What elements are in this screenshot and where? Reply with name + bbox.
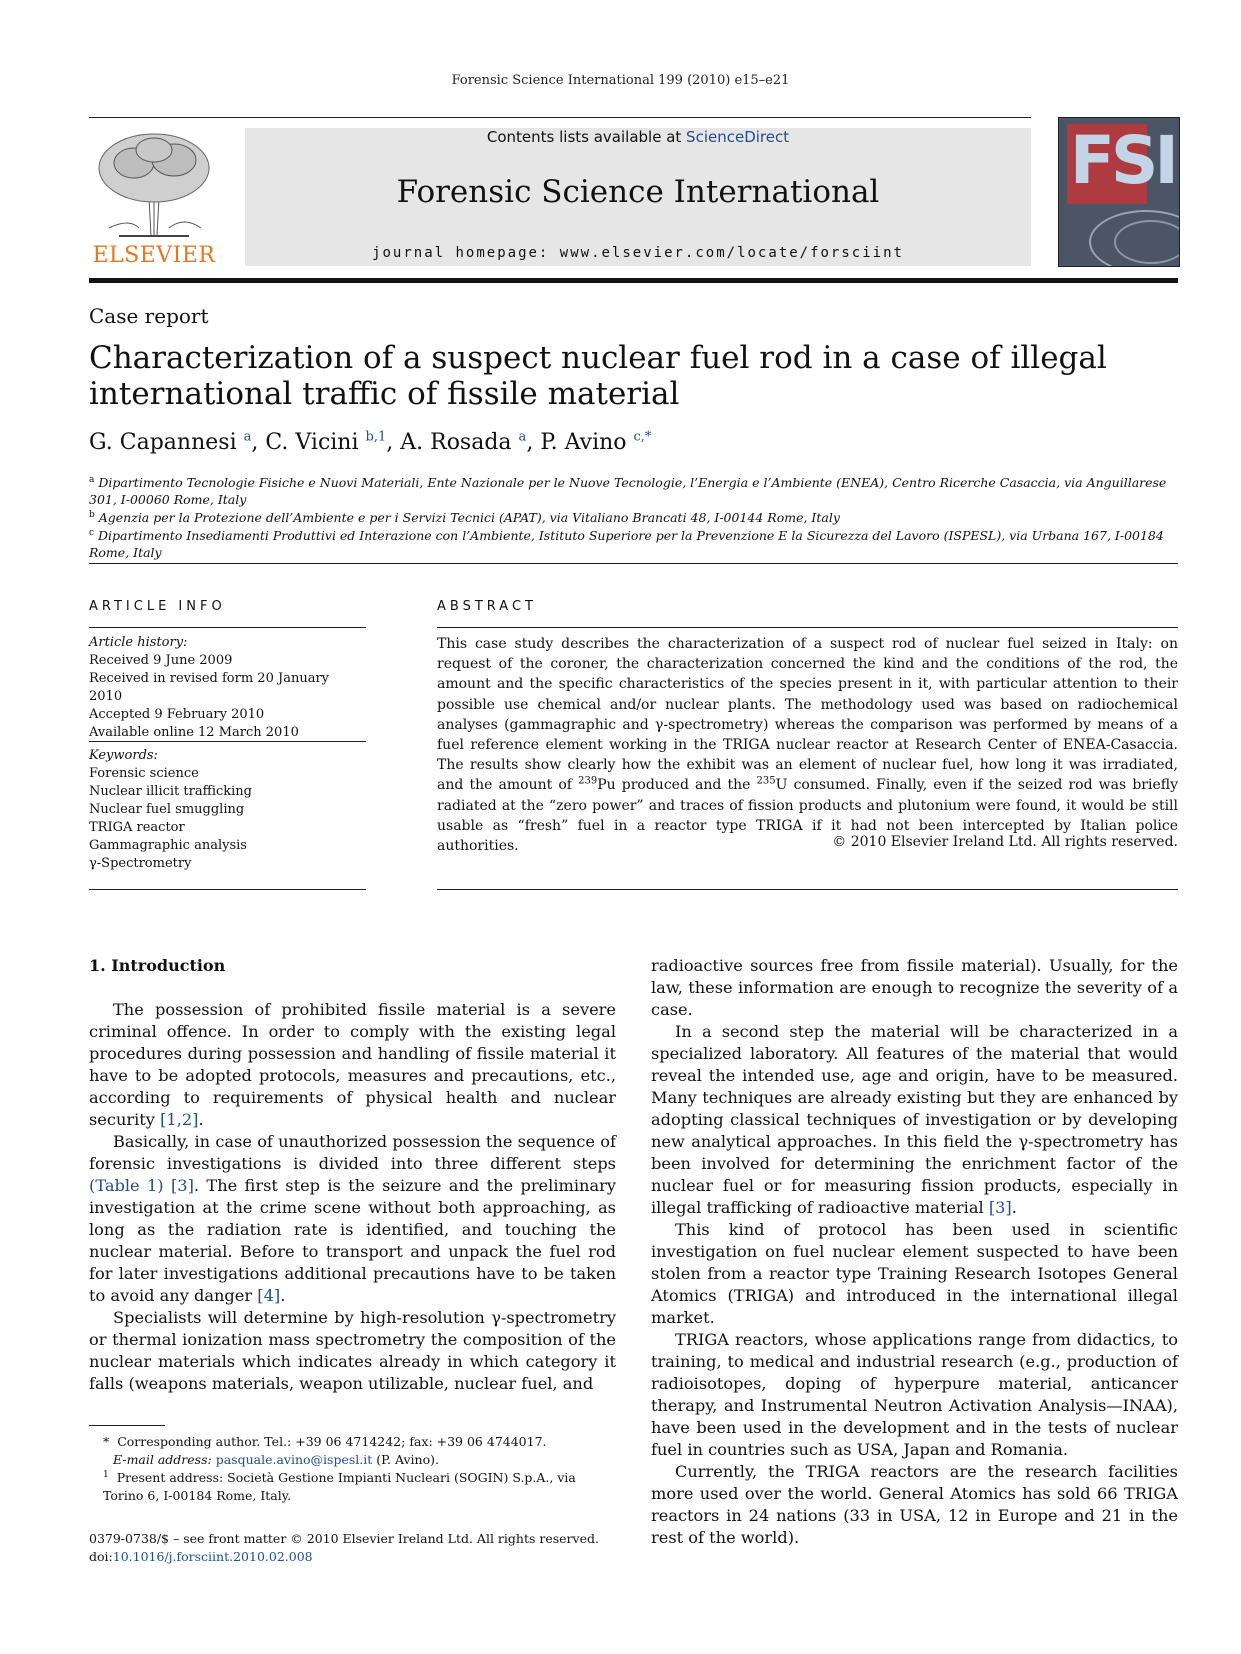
citation-link[interactable]: (Table 1) [3] [89,1176,194,1195]
cover-letters: FSI [1069,122,1175,199]
author-affiliation-mark[interactable]: a [518,429,527,445]
email-link[interactable]: pasquale.avino@ispesl.it [215,1452,373,1467]
author-list: G. Capannesi $^a$, C. Vicini $^{b,1}$, A. Rosada $^a$, P. Avino $^{c,*}$ [89,429,652,455]
journal-homepage-link[interactable]: journal homepage: www.elsevier.com/locate/forsciint [372,245,904,261]
section-heading: 1. Introduction [89,956,226,975]
journal-cover-image [1058,117,1180,267]
author-name: P. Avino [540,430,627,455]
elsevier-tree-icon [89,128,219,238]
history-item: Received 9 June 2009 [89,653,233,668]
elsevier-wordmark: ELSEVIER [92,243,216,268]
masthead-rule [89,278,1178,283]
paragraph: Specialists will determine by high-resolution γ-spectrometry or thermal ionization mass spectrometry the composition of the nuclear materials which indicates already in which category it falls (weapons materials, weapon utilizable, nuclear fuel, and [89,1308,616,1393]
contents-prefix: Contents lists available at [486,128,687,146]
paragraph: The possession of prohibited fissile material is a severe criminal offence. In order to comply with the existing legal procedures during possession and handling of fissile material it have to be adopted protocols, measures and precautions, etc., according to requirements of physical health and nuclear security [1,2]. [89,1000,616,1129]
keyword: Nuclear illicit trafficking [89,784,252,799]
author-name: G. Capannesi [89,430,237,455]
keyword: TRIGA reactor [89,820,185,835]
divider [89,889,366,890]
abstract-text: This case study describes the characterization of a suspect rod of nuclear fuel seized in Italy: on request of the coroner, the characterization concerned the kind and the conditions of the rod, the amount and the specific characteristics of the species present in it, with particular attention to their possible use chemical and/or nuclear plants. The methodology used was based on radiochemical analyses (gammagraphic and γ-spectrometry) whereas the comparison was performed by means of a fuel reference element working in the TRIGA nuclear reactor at Research Center of ENEA-Casaccia. The results show clearly how the exhibit was an element of nuclear fuel, how long it was irradiated, and the amount of $^{239}$Pu produced and the $^{235}$U consumed. Finally, even if the seized rod was briefly radiated at the “zero power” and traces of fission products and plutonium were found, it would be still usable as “fresh” fuel in a reactor type TRIGA if it had not been intercepted by Italian police authorities. [437,636,1178,855]
running-head: Forensic Science International 199 (2010) e15–e21 [451,73,790,88]
affiliation: $^c$ Dipartimento Insediamenti Produttivi ed Interazione con l’Ambiente, Istituto Superiore per la Prevenzione E la Sicurezza del Lavoro (ISPESL), via Urbana 167, I-00184 Rome, Italy [89,527,1164,560]
journal-masthead [245,128,1031,266]
article-title: Characterization of a suspect nuclear fuel rod in a case of illegal international traffic of fissile material [89,340,1107,412]
paragraph: TRIGA reactors, whose applications range from didactics, to training, to medical and industrial research (e.g., production of radioisotopes, doping of hyperpure material, anticancer therapy, and Instrumental Neutron Activation Analysis—INAA), have been used in the development and in the tests of nuclear fuel in countries such as USA, Japan and Romania. [651,1330,1178,1459]
footnote-corresponding: * Corresponding author. Tel.: +39 06 4714242; fax: +39 06 4744017. E-mail address: pasquale.avino@ispesl.it (P. Avino). $^1$ Present address: Società Gestione Impianti Nucleari (SOGIN) S.p.A., via Torino 6, I-00184 Rome, Italy. [103,1434,576,1503]
article-info-heading: ARTICLE INFO [89,599,226,614]
header-rule [89,117,1031,118]
paragraph: Currently, the TRIGA reactors are the research facilities more used over the world. General Atomics has sold 66 TRIGA reactors in 24 nations (33 in USA, 12 in Europe and 21 in the rest of the world). [651,1462,1178,1547]
keywords: Keywords: Forensic science Nuclear illicit trafficking Nuclear fuel smuggling TRIGA reactor Gammagraphic analysis γ-Spectrometry [89,747,366,873]
divider [437,889,1178,890]
abstract-heading: ABSTRACT [437,599,537,614]
citation-link[interactable]: [4] [257,1286,281,1305]
elsevier-logo [89,128,219,268]
doi-link[interactable]: 10.1016/j.forsciint.2010.02.008 [112,1549,313,1564]
footnote-rule [89,1425,165,1426]
author-name: A. Rosada [400,430,512,455]
paragraph: radioactive sources free from fissile material). Usually, for the law, these information are enough to recognize the severity of a case. [651,956,1178,1019]
history-item: Available online 12 March 2010 [89,725,299,740]
article-type: Case report [89,304,209,328]
affiliation: $^a$ Dipartimento Tecnologie Fisiche e Nuovi Materiali, Ente Nazionale per le Nuove Tecnologie, l’Energia e l’Ambiente (ENEA), Centro Ricerche Casaccia, via Anguillarese 301, I-00060 Rome, Italy [89,474,1167,507]
affiliation: $^b$ Agenzia per la Protezione dell’Ambiente e per i Servizi Tecnici (APAT), via Vitaliano Brancati 48, I-00144 Rome, Italy [89,509,840,525]
divider [89,741,366,742]
citation-link[interactable]: [1,2] [160,1110,199,1129]
issn-line: 0379-0738/$ – see front matter © 2010 Elsevier Ireland Ltd. All rights reserved. [89,1531,599,1546]
author-affiliation-mark[interactable]: a [243,429,252,445]
copyright-notice: © 2010 Elsevier Ireland Ltd. All rights reserved. [832,834,1178,850]
paragraph: In a second step the material will be characterized in a specialized laboratory. All features of the material that would reveal the intended use, age and origin, have to be measured. Many techniques are already existing but they are enhanced by adopting classical techniques of investigation or by developing new analytical approaches. In this field the γ-spectrometry has been involved for determining the enrichment factor of the nuclear fuel or for measuring fission products, especially in illegal trafficking of radioactive material [3]. [651,1022,1178,1217]
article-history: Article history: Received 9 June 2009 Received in revised form 20 January 2010 Accepted 9 February 2010 Available online 12 March 2010 [89,634,366,742]
sciencedirect-link[interactable]: ScienceDirect [686,128,790,146]
keyword: Forensic science [89,766,199,781]
history-item: Accepted 9 February 2010 [89,707,265,722]
history-item: Received in revised form 20 January 2010 [89,671,329,704]
keyword: γ-Spectrometry [89,856,192,871]
divider [437,627,1178,628]
author-name: C. Vicini [265,430,359,455]
contents-line [245,128,1031,146]
author-affiliation-mark[interactable]: c,* [633,429,652,445]
keyword: Nuclear fuel smuggling [89,802,245,817]
divider [89,563,1178,564]
divider [89,627,366,628]
keyword: Gammagraphic analysis [89,838,247,853]
citation-link[interactable]: [3] [988,1198,1012,1217]
body-left-column [89,955,616,1395]
paragraph: Basically, in case of unauthorized possession the sequence of forensic investigations is divided into three different steps (Table 1) [3]. The first step is the seizure and the preliminary investigation at the crime scene without both approaching, as long as the radiation rate is identified, and touching the nuclear material. Before to transport and unpack the fuel rod for later investigations additional precautions have to be taken to avoid any danger [4]. [89,1132,616,1305]
front-matter: 0379-0738/$ – see front matter © 2010 Elsevier Ireland Ltd. All rights reserved. doi:10.1016/j.forsciint.2010.02.008 [89,1530,616,1566]
author-affiliation-mark[interactable]: b,1 [365,429,387,445]
journal-title: Forensic Science International [396,174,880,210]
paragraph: This kind of protocol has been used in scientific investigation on fuel nuclear element suspected to have been stolen from a reactor type Training Research Isotopes General Atomics (TRIGA) and introduced in the international illegal market. [651,1220,1178,1327]
body-right-column [651,955,1178,1549]
